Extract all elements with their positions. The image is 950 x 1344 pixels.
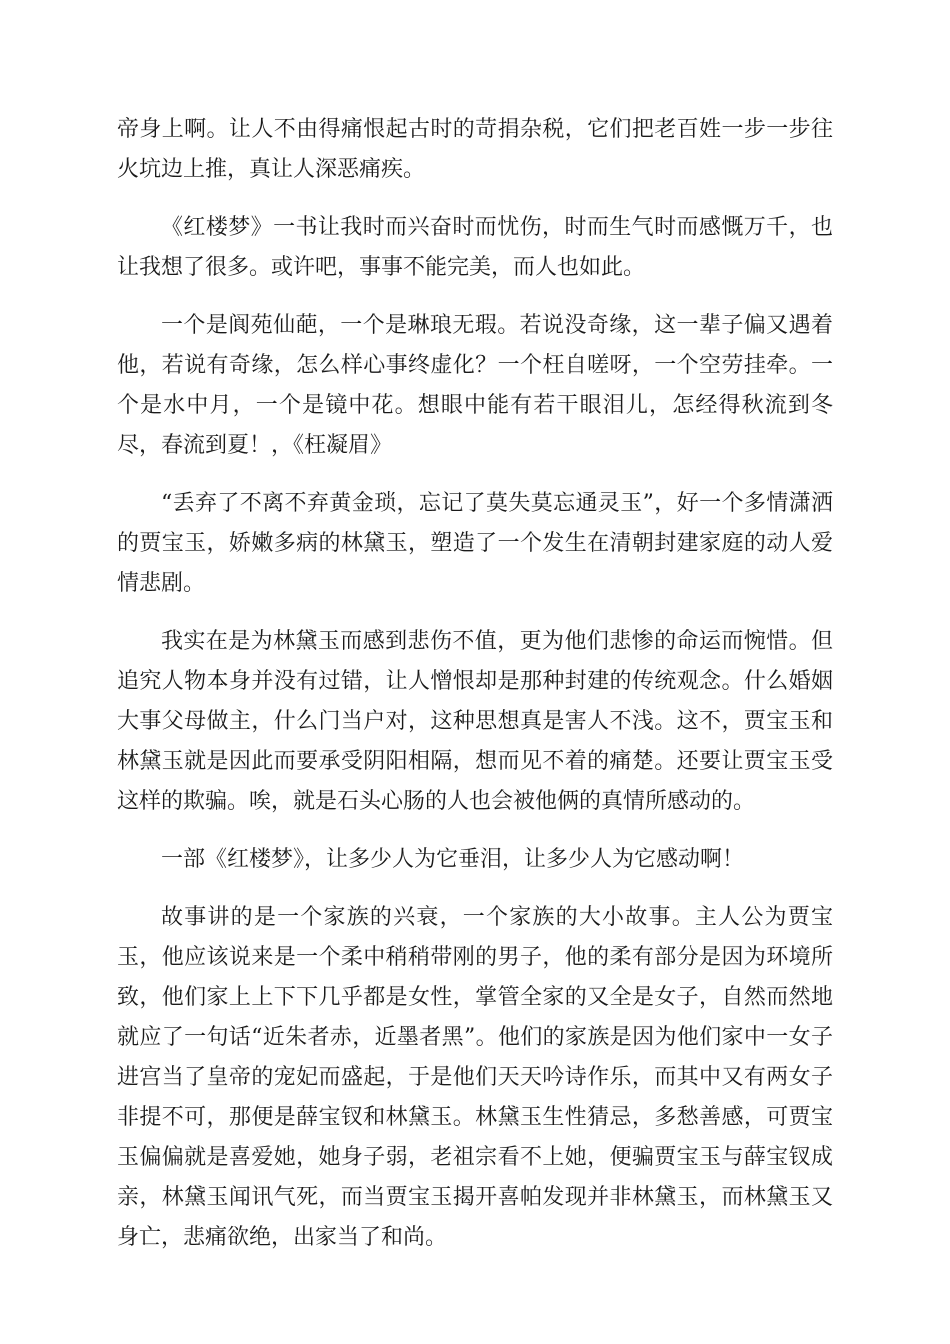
paragraph-4: “丢弃了不离不弃黄金琐，忘记了莫失莫忘通灵玉”，好一个多情潇洒的贾宝玉，娇嫩多病的林黛玉，塑造了一个发生在清朝封建家庭的动人爱情悲剧。 [117,491,833,596]
paragraph-1: 帝身上啊。让人不由得痛恨起古时的苛捐杂税，它们把老百姓一步一步往火坑边上推，真让人深恶痛疾。 [117,117,833,182]
paragraph-6: 一部《红楼梦》，让多少人为它垂泪，让多少人为它感动啊！ [161,847,745,872]
paragraph-2: 《红楼梦》一书让我时而兴奋时而忧伤，时而生气时而感慨万千，也让我想了很多。或许吧，事事不能完美，而人也如此。 [117,215,833,280]
paragraph-5: 我实在是为林黛玉而感到悲伤不值，更为他们悲惨的命运而惋惜。但追究人物本身并没有过错，让人憎恨却是那种封建的传统观念。什么婚姻大事父母做主，什么门当户对，这种思想真是害人不浅。这不，贾宝玉和林黛玉就是因此而要承受阴阳相隔，想而见不着的痛楚。还要让贾宝玉受这样的欺骗。唉，就是石头心肠的人也会被他俩的真情所感动的。 [117,629,833,814]
paragraph-7: 故事讲的是一个家族的兴衰，一个家族的大小故事。主人公为贾宝玉，他应该说来是一个柔中稍稍带刚的男子，他的柔有部分是因为环境所致，他们家上上下下几乎都是女性，掌管全家的又全是女子，自然而然地就应了一句话“近朱者赤，近墨者黑”。他们的家族是因为他们家中一女子进宫当了皇帝的宠妃而盛起，于是他们天天吟诗作乐，而其中又有两女子非提不可，那便是薛宝钗和林黛玉。林黛玉生性猜忌，多愁善感，可贾宝玉偏偏就是喜爱她，她身子弱，老祖宗看不上她，便骗贾宝玉与薛宝钗成亲，林黛玉闻讯气死，而当贾宝玉揭开喜帕发现并非林黛玉，而林黛玉又身亡，悲痛欲绝，出家当了和尚。 [117,905,833,1250]
document-body [117,110,833,1276]
paragraph-3: 一个是阆苑仙葩，一个是琳琅无瑕。若说没奇缘，这一辈子偏又遇着他，若说有奇缘，怎么样心事终虚化？一个枉自嗟呀，一个空劳挂牵。一个是水中月，一个是镜中花。想眼中能有若干眼泪儿，怎经得秋流到冬尽，春流到夏！，《枉凝眉》 [117,313,833,458]
